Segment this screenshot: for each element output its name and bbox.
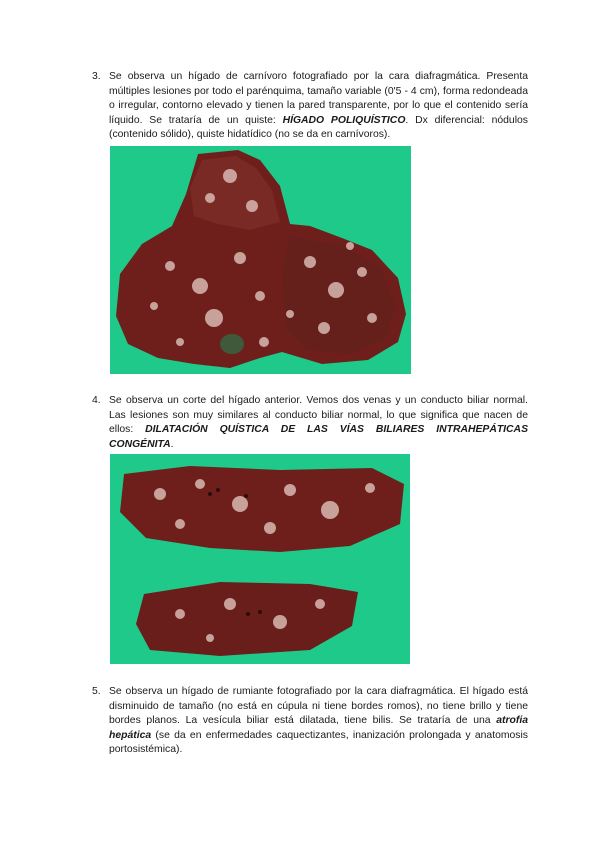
item-text-after: . <box>170 438 174 450</box>
item-text <box>109 685 528 758</box>
item-number: 3. <box>92 71 101 82</box>
diagnosis-emphasis: atrofia hepática <box>109 715 528 741</box>
list-item-5 <box>92 685 528 758</box>
item-text-after: (se da en enfermedades caquectizantes, inanización prolongada y anatomosis portosistémica). <box>109 729 528 756</box>
item-number: 4. <box>92 395 101 406</box>
item-text-before: Se observa un hígado de rumiante fotografiado por la cara diafragmática. El hígado está disminuido de tamaño (no está en cúpula ni tiene bordes romos), no tiene brillo y tiene bordes planos. La vesícula biliar está dilatada, tiene bilis. Se trataría de una <box>109 686 528 727</box>
liver-section-photo <box>110 454 410 664</box>
list-item-3 <box>92 70 528 143</box>
list-item-4 <box>92 394 528 452</box>
item-number: 5. <box>92 686 101 697</box>
item-text <box>109 394 528 452</box>
item-text-after: . Dx diferencial: nódulos (contenido sólido), quiste hidatídico (no se da en carnívoros). <box>109 114 528 141</box>
item-text-before: Se observa un corte del hígado anterior. Vemos dos venas y un conducto biliar normal. Las lesiones son muy similares al conducto biliar normal, lo que significa que nacen de ellos: <box>109 395 528 436</box>
polycystic-liver-photo <box>110 146 411 374</box>
item-text-before: Se observa un hígado de carnívoro fotografiado por la cara diafragmática. Presenta múltiples lesiones por todo el parénquima, tamaño variable (0'5 - 4 cm), forma redondeada o irregular, contorno elevado y tienen la pared transparente, por lo que el contenido sería líquido. Se trataría de un quiste: <box>109 71 528 126</box>
diagnosis-emphasis: HÍGADO POLIQUÍSTICO <box>282 114 406 126</box>
diagnosis-emphasis: DILATACIÓN QUÍSTICA DE LAS VÍAS BILIARES INTRAHEPÁTICAS CONGÉNITA <box>109 424 528 450</box>
item-text <box>109 70 528 143</box>
